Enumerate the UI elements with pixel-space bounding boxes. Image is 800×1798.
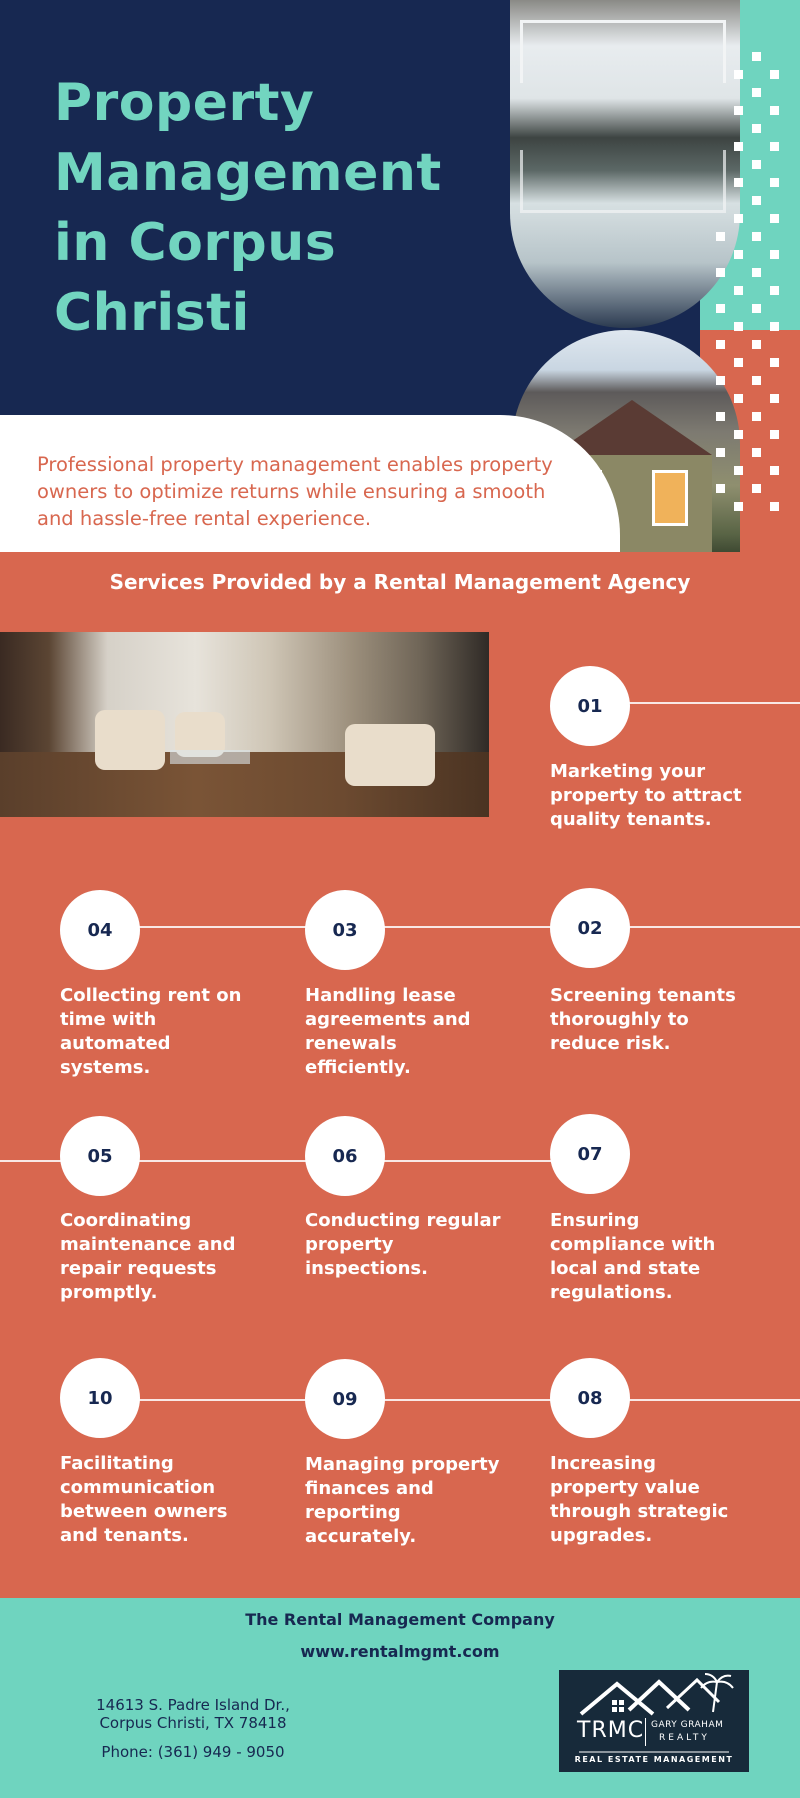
decorative-dot	[752, 52, 761, 61]
waterfront-house-photo	[510, 0, 740, 328]
logo-partner-line-2: REALTY	[659, 1733, 710, 1743]
decorative-dot	[770, 502, 779, 511]
decorative-dot	[734, 286, 743, 295]
company-name: The Rental Management Company	[245, 1610, 555, 1629]
address	[78, 1696, 308, 1732]
decorative-dot	[770, 70, 779, 79]
decorative-dot	[716, 484, 725, 493]
decorative-dot	[716, 448, 725, 457]
decorative-dot	[734, 178, 743, 187]
decorative-dot	[770, 178, 779, 187]
phone-number: Phone: (361) 949 - 9050	[101, 1743, 285, 1761]
decorative-dot	[734, 250, 743, 259]
decorative-dot	[716, 304, 725, 313]
decorative-dot	[734, 394, 743, 403]
coffee-table	[170, 750, 250, 764]
decorative-dot	[770, 250, 779, 259]
decorative-dot	[770, 106, 779, 115]
address-line-1: 14613 S. Padre Island Dr.,	[96, 1696, 290, 1714]
step-number-02: 02	[550, 888, 630, 968]
logo-divider	[645, 1718, 646, 1746]
decorative-dot	[770, 214, 779, 223]
step-number-09: 09	[305, 1359, 385, 1439]
step-text-02: Screening tenants thoroughly to reduce risk.	[550, 985, 736, 1054]
step-text-08: Increasing property value through strategic upgrades.	[550, 1453, 729, 1546]
step-text-07: Ensuring compliance with local and state regulations.	[550, 1210, 716, 1303]
connector-line	[600, 702, 800, 704]
step-text-03: Handling lease agreements and renewals efficiently.	[305, 985, 471, 1078]
decorative-dot	[734, 502, 743, 511]
connector-line	[100, 926, 800, 928]
decorative-dot	[752, 484, 761, 493]
decorative-dot	[752, 412, 761, 421]
page-title: Property Management in Corpus Christi	[54, 73, 442, 343]
intro-text: Professional property management enables property owners to optimize returns while ensuring a smooth and hassle-free rental experience.	[37, 453, 553, 530]
step-number-06: 06	[305, 1116, 385, 1196]
decorative-dot	[716, 376, 725, 385]
step-text-09: Managing property finances and reporting accurately.	[305, 1454, 500, 1547]
decorative-dot	[734, 358, 743, 367]
step-text-05: Coordinating maintenance and repair requests promptly.	[60, 1210, 236, 1303]
decorative-dot	[752, 232, 761, 241]
decorative-dot	[752, 88, 761, 97]
decorative-dot	[716, 340, 725, 349]
sofa	[345, 724, 435, 786]
website-link[interactable]: www.rentalmgmt.com	[300, 1642, 500, 1661]
decorative-dot	[752, 376, 761, 385]
logo-tagline: REAL ESTATE MANAGEMENT	[574, 1755, 734, 1764]
decorative-dot	[752, 448, 761, 457]
company-logo	[559, 1670, 749, 1772]
decorative-dot	[734, 106, 743, 115]
address-line-2: Corpus Christi, TX 78418	[99, 1714, 287, 1732]
decorative-dot	[734, 214, 743, 223]
logo-partner-line-1: GARY GRAHAM	[651, 1720, 724, 1730]
step-text-01: Marketing your property to attract quality tenants.	[550, 761, 742, 830]
step-number-01: 01	[550, 666, 630, 746]
decorative-dot	[734, 70, 743, 79]
step-number-10: 10	[60, 1358, 140, 1438]
step-number-03: 03	[305, 890, 385, 970]
decorative-dot	[734, 430, 743, 439]
decorative-dot	[752, 160, 761, 169]
decorative-dot	[752, 268, 761, 277]
decorative-dot	[716, 412, 725, 421]
intro-panel	[0, 415, 620, 552]
decorative-dot	[716, 232, 725, 241]
step-number-07: 07	[550, 1114, 630, 1194]
step-number-08: 08	[550, 1358, 630, 1438]
step-text-10: Facilitating communication between owners and tenants.	[60, 1453, 228, 1546]
step-number-04: 04	[60, 890, 140, 970]
decorative-dot	[734, 466, 743, 475]
decorative-dot	[752, 340, 761, 349]
decorative-dot	[770, 394, 779, 403]
decorative-dot	[752, 196, 761, 205]
logo-brand: TRMC	[577, 1718, 645, 1743]
decorative-dot	[752, 304, 761, 313]
step-text-06: Conducting regular property inspections.	[305, 1210, 501, 1279]
services-heading: Services Provided by a Rental Management Agency	[109, 570, 691, 594]
decorative-dot	[770, 466, 779, 475]
armchair	[95, 710, 165, 770]
decorative-dot	[770, 322, 779, 331]
living-room-photo	[0, 632, 489, 817]
decorative-dot	[770, 358, 779, 367]
decorative-dot	[716, 268, 725, 277]
connector-line	[100, 1399, 800, 1401]
step-number-05: 05	[60, 1116, 140, 1196]
step-text-04: Collecting rent on time with automated systems.	[60, 985, 242, 1078]
decorative-dot	[770, 142, 779, 151]
footer	[0, 1598, 800, 1798]
decorative-dot	[734, 322, 743, 331]
decorative-dot	[770, 286, 779, 295]
decorative-dot	[770, 430, 779, 439]
decorative-dot	[734, 142, 743, 151]
decorative-dot	[752, 124, 761, 133]
